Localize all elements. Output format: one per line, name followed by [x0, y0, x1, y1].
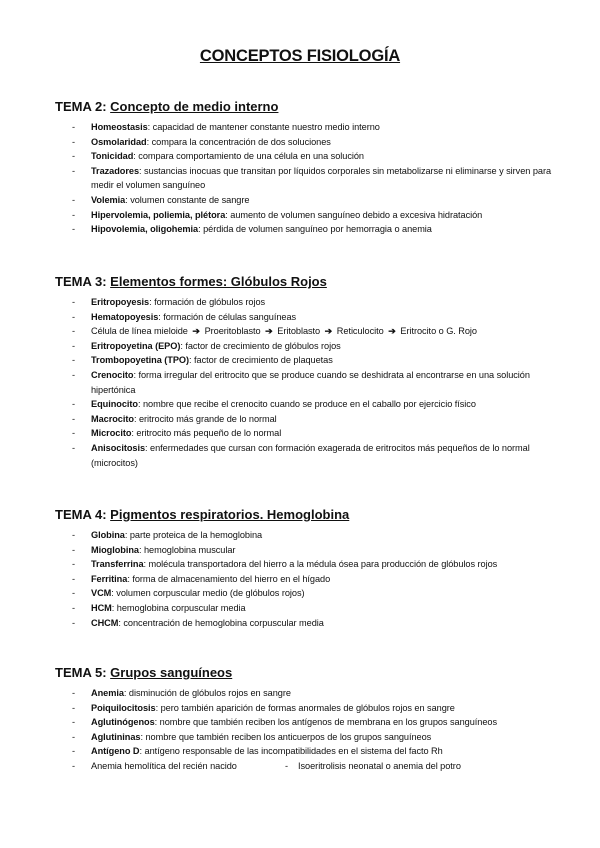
bullet-dash: - — [72, 544, 76, 555]
term: Anemia — [91, 688, 124, 698]
list-item — [55, 701, 555, 716]
list-item — [55, 193, 555, 208]
bullet-dash: - — [72, 573, 76, 584]
bullet-dash: - — [72, 530, 76, 540]
bullet-dash: - — [72, 746, 76, 757]
definition: : forma de almacenamiento del hierro en el hígado — [127, 573, 331, 584]
term: Microcito — [91, 428, 132, 439]
term: VCM — [91, 588, 112, 599]
section-topic: Concepto de medio interno — [110, 99, 279, 114]
list-item — [55, 426, 555, 441]
list-item — [55, 397, 555, 412]
section-heading — [55, 504, 555, 526]
bullet-dash: - — [72, 340, 76, 351]
definition: : pérdida de volumen sanguíneo por hemorragia o anemia — [198, 224, 432, 235]
definition: : factor de crecimiento de glóbulos rojos — [180, 340, 341, 351]
term: Trombopoyetina (TPO) — [91, 355, 190, 366]
definition: : compara la concentración de dos soluciones — [146, 136, 331, 147]
definition: : capacidad de mantener constante nuestro medio interno — [147, 122, 380, 132]
list-item — [55, 601, 555, 616]
definition: : factor de crecimiento de plaquetas — [189, 355, 333, 366]
term: Trazadores — [91, 165, 140, 176]
list-item — [55, 715, 555, 730]
term: Anisocitosis — [91, 442, 146, 453]
list-item — [55, 295, 555, 310]
bullet-dash: - — [72, 760, 76, 771]
chain-step: Célula de línea mieloide — [91, 326, 188, 337]
list-item — [55, 368, 555, 397]
list-item — [55, 120, 555, 135]
definition: : antígeno responsable de las incompatibilidades en el sistema del facto Rh — [139, 746, 443, 757]
definition: : volumen corpuscular medio (de glóbulos rojos) — [111, 588, 305, 599]
section-prefix: TEMA 2: — [55, 99, 107, 114]
bullet-dash: - — [72, 194, 76, 205]
bullet-dash: - — [72, 165, 76, 176]
term: Osmolaridad — [91, 136, 147, 147]
section-heading — [55, 271, 555, 293]
list-item — [55, 686, 555, 701]
bullet-dash: - — [72, 151, 76, 162]
term: Tonicidad — [91, 151, 134, 162]
term: CHCM — [91, 617, 119, 628]
term: Ferritina — [91, 573, 128, 584]
term: Poiquilocitosis — [91, 702, 156, 713]
definition: : forma irregular del eritrocito que se produce cuando se deshidrata al encontrarse en una solución hipertónica — [91, 369, 530, 395]
bullet-dash: - — [72, 731, 76, 742]
term: Hipovolemia, oligohemia — [91, 224, 199, 235]
definition: : eritrocito más pequeño de lo normal — [131, 428, 282, 439]
term: Transferrina — [91, 559, 144, 570]
definition: : enfermedades que cursan con formación exagerada de eritrocitos más pequeños de lo normal (microcitos) — [91, 442, 530, 468]
list-item — [55, 149, 555, 164]
document-title: CONCEPTOS FISIOLOGÍA — [199, 47, 401, 65]
list-item — [55, 353, 555, 368]
synonym-pair — [55, 759, 555, 774]
definition: : sustancias inocuas que transitan por líquidos corporales sin metabolizarse ni eliminarse y sirven para medir el volumen sanguíneo — [91, 165, 552, 191]
term: Equinocito — [91, 399, 138, 410]
definition: : nombre que recibe el crenocito cuando se produce en el caballo por ejercicio físico — [137, 399, 476, 410]
definition: : molécula transportadora del hierro a la médula ósea para producción de glóbulos rojos — [143, 559, 498, 570]
arrow-right-icon: ➔ — [324, 326, 333, 337]
section-prefix: TEMA 3: — [55, 274, 107, 289]
definition: : eritrocito más grande de lo normal — [133, 413, 277, 424]
term: Hipervolemia, poliemia, plétora — [91, 209, 226, 220]
list-item — [55, 222, 555, 237]
arrow-right-icon: ➔ — [265, 326, 273, 337]
bullet-dash: - — [72, 688, 76, 698]
list-item — [55, 135, 555, 150]
list-item — [55, 412, 555, 427]
bullet-dash: - — [72, 311, 76, 322]
definition: : nombre que también reciben los anticuerpos de los grupos sanguíneos — [140, 731, 432, 742]
bullet-dash: - — [72, 326, 76, 337]
term: Globina — [91, 530, 125, 540]
term: HCM — [91, 602, 112, 613]
bullet-dash: - — [72, 209, 76, 220]
section-prefix: TEMA 4: — [55, 507, 107, 522]
synonym-term: Isoeritrolisis neonatal o anemia del potro — [298, 760, 461, 771]
list-item — [55, 208, 555, 223]
term: Crenocito — [91, 369, 134, 380]
bullet-dash: - — [72, 602, 76, 613]
section-tema-3 — [55, 271, 555, 470]
term: Eritropoyesis — [91, 297, 150, 307]
chain-step: Reticulocito — [336, 326, 384, 337]
list-item — [55, 730, 555, 745]
section-tema-5 — [55, 662, 555, 774]
section-topic: Pigmentos respiratorios. Hemoglobina — [110, 507, 350, 522]
definition: : volumen constante de sangre — [125, 194, 250, 205]
bullet-dash: - — [72, 369, 76, 380]
synonym-second — [285, 759, 461, 774]
definition: : nombre que también reciben los antígenos de membrana en los grupos sanguíneos — [154, 717, 497, 728]
list-item — [55, 557, 555, 572]
term: Antígeno D — [91, 746, 140, 757]
list-item — [55, 310, 555, 325]
term: Macrocito — [91, 413, 134, 424]
list-item — [55, 572, 555, 587]
list-item — [55, 441, 555, 470]
arrow-right-icon: ➔ — [192, 326, 201, 337]
section-prefix: TEMA 5: — [55, 665, 107, 680]
term: Hematopoyesis — [91, 311, 159, 322]
definition: : hemoglobina corpuscular media — [111, 602, 246, 613]
chain-step: Proeritoblasto — [204, 326, 261, 337]
bullet-dash: - — [72, 224, 76, 235]
bullet-dash: - — [72, 413, 76, 424]
synonym-term: Anemia hemolítica del recién nacido — [91, 760, 237, 771]
bullet-dash: - — [72, 588, 76, 599]
definition-list — [55, 528, 555, 630]
term: Homeostasis — [91, 122, 148, 132]
term: Aglutinógenos — [91, 717, 155, 728]
cell-lineage-chain — [55, 324, 555, 339]
chain-step: Eritoblasto — [277, 326, 321, 337]
bullet-dash: - — [72, 702, 76, 713]
list-item — [55, 616, 555, 631]
definition: : aumento de volumen sanguíneo debido a excesiva hidratación — [225, 209, 483, 220]
bullet-dash: - — [72, 442, 76, 453]
term: Eritropoyetina (EPO) — [91, 340, 181, 351]
section-topic: Elementos formes: Glóbulos Rojos — [110, 274, 327, 289]
bullet-dash: - — [72, 717, 76, 728]
definition: : parte proteica de la hemoglobina — [124, 530, 263, 540]
definition: : concentración de hemoglobina corpuscular media — [118, 617, 324, 628]
definition: : formación de glóbulos rojos — [149, 297, 266, 307]
section-topic: Grupos sanguíneos — [110, 665, 233, 680]
definition: : pero también aparición de formas anormales de glóbulos rojos en sangre — [155, 702, 455, 713]
list-item — [55, 164, 555, 193]
list-item — [55, 744, 555, 759]
section-heading — [55, 96, 555, 118]
bullet-dash: - — [72, 297, 76, 307]
section-tema-2 — [55, 96, 555, 237]
definition: : hemoglobina muscular — [138, 544, 236, 555]
bullet-dash: - — [72, 122, 76, 132]
list-item — [55, 586, 555, 601]
list-item — [55, 543, 555, 558]
term: Volemia — [91, 194, 126, 205]
definition-list — [55, 686, 555, 774]
bullet-dash: - — [72, 136, 76, 147]
term: Mioglobina — [91, 544, 139, 555]
list-item — [55, 528, 555, 543]
bullet-dash: - — [72, 428, 76, 439]
definition: : disminución de glóbulos rojos en sangre — [123, 688, 291, 698]
definition-list — [55, 120, 555, 237]
bullet-dash: - — [72, 559, 76, 570]
definition-list — [55, 295, 555, 470]
bullet-dash: - — [72, 617, 76, 628]
bullet-dash: - — [72, 399, 76, 410]
definition: : compara comportamiento de una célula en una solución — [133, 151, 364, 162]
section-heading — [55, 662, 555, 684]
arrow-right-icon: ➔ — [388, 326, 396, 337]
term: Aglutininas — [91, 731, 141, 742]
definition: : formación de células sanguíneas — [158, 311, 297, 322]
bullet-dash: - — [285, 760, 289, 771]
chain-step: Eritrocito o G. Rojo — [400, 326, 477, 337]
bullet-dash: - — [72, 355, 76, 366]
list-item — [55, 339, 555, 354]
section-tema-4 — [55, 504, 555, 630]
